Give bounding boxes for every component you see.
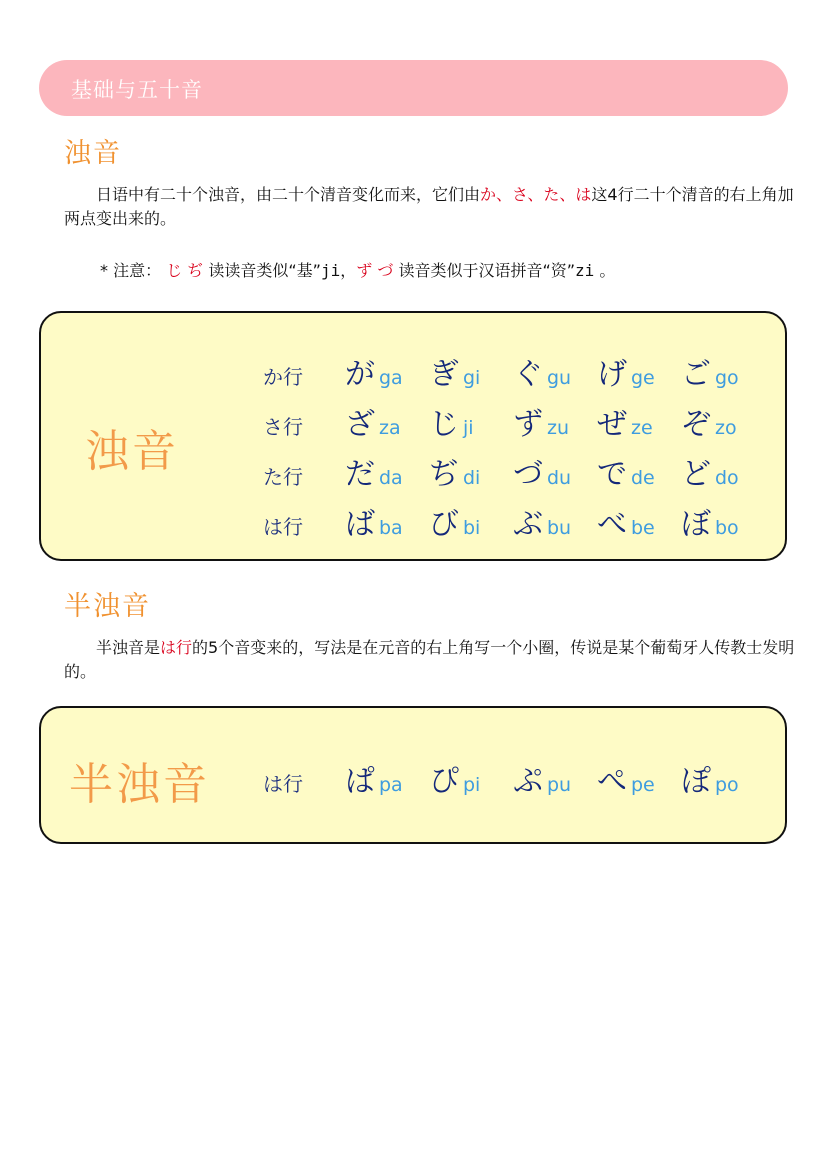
- romaji: da: [379, 467, 403, 489]
- handakuon-intro-highlight: は行: [160, 638, 193, 657]
- handakuon-box-label: 半浊音: [69, 759, 210, 810]
- kana-char: ぼ: [681, 507, 711, 542]
- note-end: 。: [599, 261, 616, 280]
- kana-char: で: [597, 457, 627, 492]
- dakuon-intro-text-end: 这4行二十个清音的右上角加两点变出来的。: [64, 185, 794, 228]
- kana-char: ぜ: [597, 407, 627, 442]
- note-roma-ji: ji: [320, 261, 341, 280]
- romaji: gi: [463, 367, 481, 389]
- kana-cell: [597, 449, 655, 493]
- kana-cell: [345, 499, 403, 543]
- romaji: zu: [547, 417, 570, 439]
- note-roma-zi: zi: [575, 261, 595, 280]
- note-comma: ，: [340, 261, 357, 280]
- kana-cell: [681, 399, 737, 443]
- row-label: か行: [263, 365, 303, 389]
- romaji: ba: [379, 517, 403, 539]
- kana-char: び: [429, 507, 459, 542]
- romaji: go: [715, 367, 739, 389]
- kana-char: ば: [345, 507, 375, 542]
- section-title-handakuon: 半浊音: [64, 591, 151, 622]
- row-label: は行: [263, 772, 303, 796]
- romaji: bu: [547, 517, 572, 539]
- kana-char: ぞ: [681, 407, 711, 442]
- kana-cell: [597, 499, 655, 543]
- kana-cell: [597, 756, 655, 800]
- kana-char: ず: [513, 407, 543, 442]
- note-prefix: * 注意：: [100, 261, 162, 280]
- handakuon-intro-text-end: 的5个音变来的，写法是在元音的右上角写一个小圈，传说是某个葡萄牙人传教士发明的。: [64, 638, 795, 681]
- dakuon-table-box: [39, 311, 787, 561]
- handakuon-intro-text: 半浊音是: [96, 638, 161, 657]
- kana-char: ぽ: [681, 764, 711, 799]
- dakuon-intro: [64, 183, 799, 231]
- dakuon-note: [100, 258, 615, 281]
- romaji: bi: [463, 517, 481, 539]
- romaji: bo: [715, 517, 739, 539]
- romaji: de: [631, 467, 655, 489]
- romaji: pa: [379, 774, 403, 796]
- kana-char: ぷ: [513, 764, 543, 799]
- note-text-zi: 读音类似于汉语拼音“资”: [398, 261, 576, 280]
- kana-cell: [429, 449, 480, 493]
- romaji: pe: [631, 774, 655, 796]
- handakuon-table-box: [39, 706, 787, 844]
- kana-cell: [429, 499, 480, 543]
- romaji: do: [715, 467, 739, 489]
- kana-cell: [429, 756, 480, 800]
- kana-cell: [597, 349, 655, 393]
- kana-char: ご: [681, 357, 711, 392]
- note-text-ji: 读读音类似“基”: [208, 261, 321, 280]
- section-title-dakuon: 浊音: [64, 138, 122, 169]
- kana-cell: [597, 399, 653, 443]
- romaji: be: [631, 517, 655, 539]
- kana-cell: [345, 349, 403, 393]
- row-label: さ行: [263, 415, 303, 439]
- kana-cell: [345, 756, 403, 800]
- dakuon-intro-highlight: か、さ、た、は: [480, 185, 592, 204]
- row-label: は行: [263, 515, 303, 539]
- kana-char: ぎ: [429, 357, 459, 392]
- romaji: pu: [547, 774, 572, 796]
- kana-char: ぢ: [429, 457, 459, 492]
- kana-cell: [513, 449, 571, 493]
- romaji: du: [547, 467, 572, 489]
- kana-char: げ: [597, 357, 627, 392]
- kana-cell: [681, 449, 739, 493]
- romaji: ze: [631, 417, 653, 439]
- kana-cell: [513, 499, 571, 543]
- romaji: ge: [631, 367, 655, 389]
- kana-cell: [681, 499, 739, 543]
- romaji: ji: [463, 417, 474, 439]
- page-title: 基础与五十音: [71, 78, 203, 102]
- romaji: po: [715, 774, 739, 796]
- header-bar: [39, 60, 788, 116]
- kana-char: ぱ: [345, 764, 375, 799]
- romaji: gu: [547, 367, 572, 389]
- dakuon-intro-text: 日语中有二十个浊音，由二十个清音变化而来，它们由: [96, 185, 481, 204]
- romaji: pi: [463, 774, 481, 796]
- kana-char: じ: [429, 407, 459, 442]
- kana-char: ど: [681, 457, 711, 492]
- kana-cell: [681, 756, 739, 800]
- kana-char: べ: [597, 507, 627, 542]
- handakuon-intro: [64, 636, 799, 684]
- kana-cell: [513, 349, 571, 393]
- kana-char: ぶ: [513, 507, 543, 542]
- kana-cell: [513, 399, 569, 443]
- row-label: た行: [263, 465, 303, 489]
- kana-cell: [429, 399, 474, 443]
- romaji: zo: [715, 417, 737, 439]
- romaji: ga: [379, 367, 403, 389]
- kana-char: づ: [513, 457, 543, 492]
- note-kana-ji: じ ぢ: [166, 261, 204, 280]
- kana-cell: [345, 449, 403, 493]
- kana-char: だ: [345, 457, 375, 492]
- dakuon-box-label: 浊音: [85, 426, 179, 477]
- romaji: di: [463, 467, 481, 489]
- kana-char: ぴ: [429, 764, 459, 799]
- kana-cell: [513, 756, 571, 800]
- romaji: za: [379, 417, 401, 439]
- kana-char: が: [345, 357, 375, 392]
- kana-char: ざ: [345, 407, 375, 442]
- kana-char: ぺ: [597, 764, 627, 799]
- kana-cell: [345, 399, 401, 443]
- kana-cell: [681, 349, 739, 393]
- note-kana-zu: ず づ: [356, 261, 394, 280]
- kana-cell: [429, 349, 480, 393]
- kana-char: ぐ: [513, 357, 543, 392]
